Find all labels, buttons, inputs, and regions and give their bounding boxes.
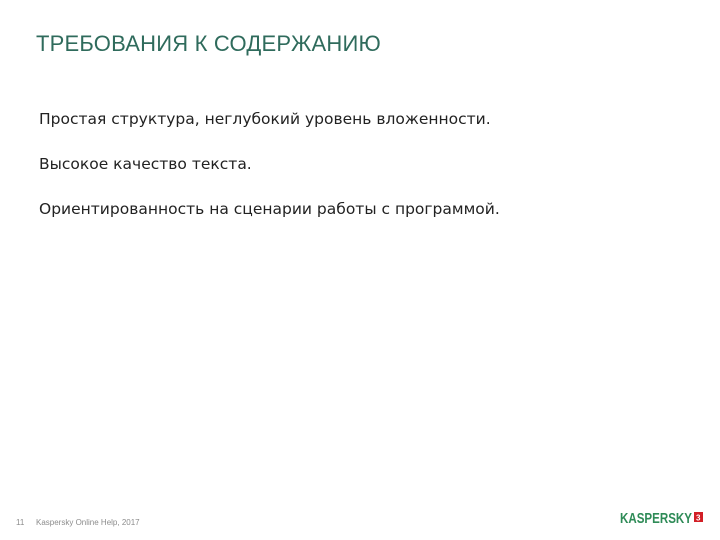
bullet-item: Ориентированность на сценарии работы с программой. bbox=[39, 200, 500, 218]
page-number: 11 bbox=[16, 518, 25, 527]
logo-wordmark: KASPERSKY bbox=[620, 510, 692, 527]
slide-title: ТРЕБОВАНИЯ К СОДЕРЖАНИЮ bbox=[36, 31, 381, 56]
kaspersky-logo bbox=[620, 506, 704, 528]
bullet-list bbox=[39, 108, 500, 243]
bullet-item: Простая структура, неглубокий уровень вложенности. bbox=[39, 110, 491, 128]
footer-caption: Kaspersky Online Help, 2017 bbox=[36, 518, 140, 527]
bullet-item: Высокое качество текста. bbox=[39, 155, 252, 173]
logo-badge-text: 3 bbox=[696, 513, 701, 523]
